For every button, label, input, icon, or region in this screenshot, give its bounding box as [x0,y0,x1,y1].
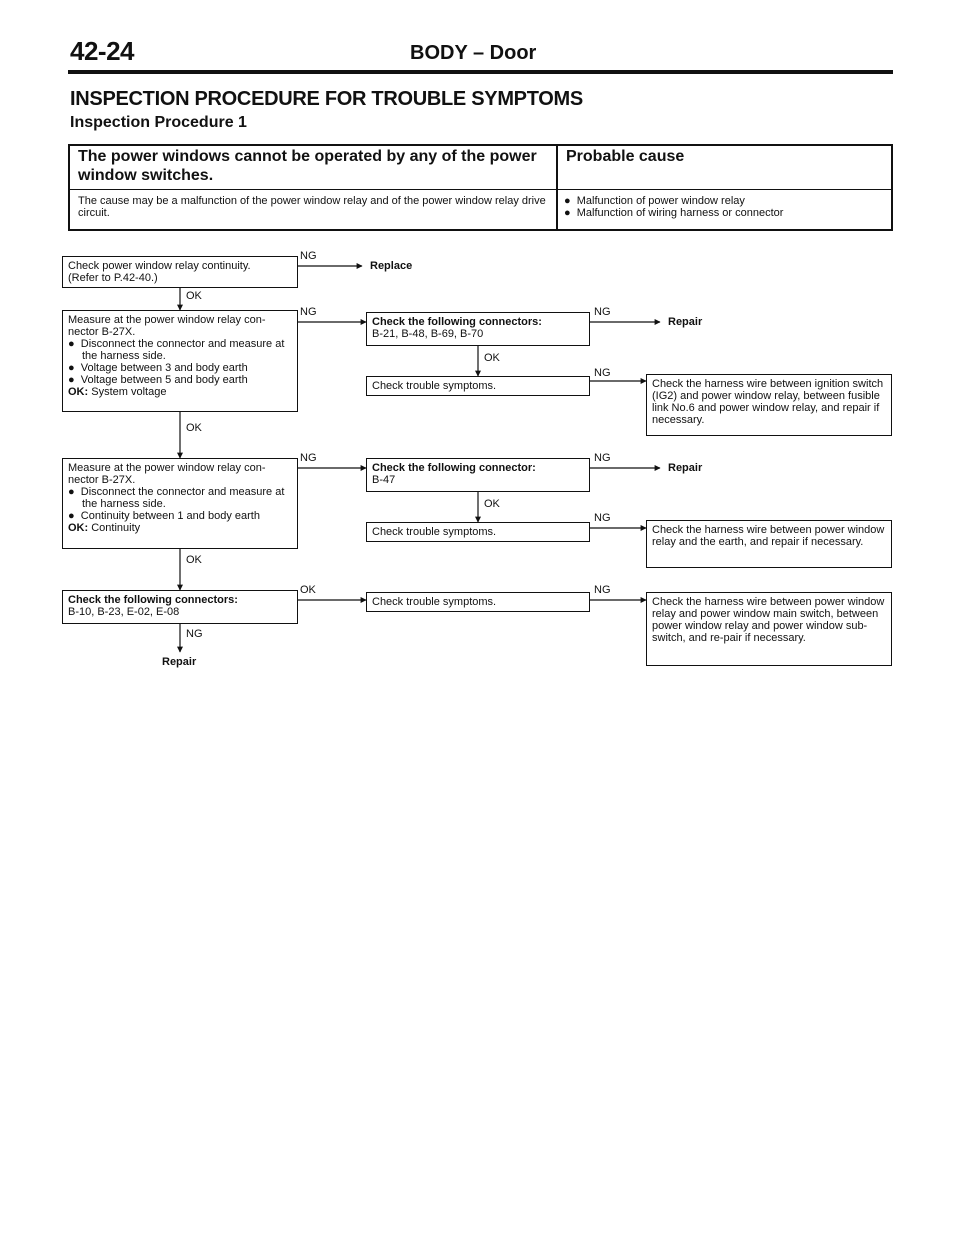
page-header-title: BODY – Door [410,42,537,64]
step4-box [62,590,298,624]
step3-bullet: ● Disconnect the connector and measure at the harness side. [68,486,285,510]
ng-label: NG [594,452,611,464]
step3-line2: nector B-27X. [68,474,136,486]
r5-box [646,592,892,666]
r5-text: Check the harness wire between power window relay and power window main switch, between power window relay and power window sub-switch, and re-pair if necessary. [652,596,885,644]
c5-text: Check trouble symptoms. [372,596,497,608]
ng-label: NG [594,584,611,596]
c3-line2: B-47 [372,474,396,486]
r4-text: Check the harness wire between power window relay and the earth, and repair if necessary. [652,524,885,548]
step4-line2: B-10, B-23, E-02, E-08 [68,606,180,618]
c5-box [366,592,590,612]
c1-box [366,312,590,346]
r2-text: Check the harness wire between ignition switch (IG2) and power window relay, between fusible link No.6 and power window relay, and repair if necessary. [652,378,884,426]
step2-box [62,310,298,412]
c1-line2: B-21, B-48, B-69, B-70 [372,328,484,340]
c4-text: Check trouble symptoms. [372,526,497,538]
c2-box [366,376,590,396]
ok-label: OK [300,584,316,596]
ng-label: NG [186,628,203,640]
c3-line1: Check the following connector: [372,462,536,474]
step2-bullet: ● Voltage between 3 and body earth [68,362,248,374]
probable-cause-heading: Probable cause [566,148,685,165]
c2-text: Check trouble symptoms. [372,380,497,392]
list-item: ● Malfunction of wiring harness or connector [564,207,784,219]
ng-label: NG [300,306,317,318]
step3-line1: Measure at the power window relay con- [68,462,266,474]
r2-box [646,374,892,436]
step3-bullet: ● Continuity between 1 and body earth [68,510,260,522]
repair-label: Repair [162,656,197,668]
step2-line2: nector B-27X. [68,326,136,338]
symptom-text: The power windows cannot be operated by any of the power window switches. [78,148,537,184]
ok-label: OK [484,498,500,510]
ng-label: NG [594,367,611,379]
section-title: INSPECTION PROCEDURE FOR TROUBLE SYMPTOMS [70,88,583,110]
replace-label: Replace [370,260,413,272]
step4-line1: Check the following connectors: [68,594,238,606]
c4-box [366,522,590,542]
cause-text: The cause may be a malfunction of the power window relay and of the power window relay drive circuit. [78,195,546,219]
repair-label: Repair [668,316,703,328]
c1-line1: Check the following connectors: [372,316,542,328]
ok-label: OK [484,352,500,364]
step1-line1: Check power window relay continuity. [68,260,251,272]
step2-ok: OK: System voltage [68,386,167,398]
ng-label: NG [300,250,317,262]
step3-ok: OK: Continuity [68,522,141,534]
ng-label: NG [594,512,611,524]
step1-line2: (Refer to P.42-40.) [68,272,158,284]
step2-bullet: ● Disconnect the connector and measure at the harness side. [68,338,285,362]
c3-box [366,458,590,492]
step3-box [62,458,298,549]
step2-bullet: ● Voltage between 5 and body earth [68,374,248,386]
ok-label: OK [186,290,202,302]
ok-label: OK [186,554,202,566]
ng-label: NG [300,452,317,464]
procedure-title: Inspection Procedure 1 [70,114,247,131]
step1-box [62,256,298,288]
ok-label: OK [186,422,202,434]
repair-label: Repair [668,462,703,474]
page-number: 42-24 [70,36,134,66]
ng-label: NG [594,306,611,318]
r4-box [646,520,892,568]
list-item: ● Malfunction of power window relay [564,195,745,207]
step2-line1: Measure at the power window relay con- [68,314,266,326]
